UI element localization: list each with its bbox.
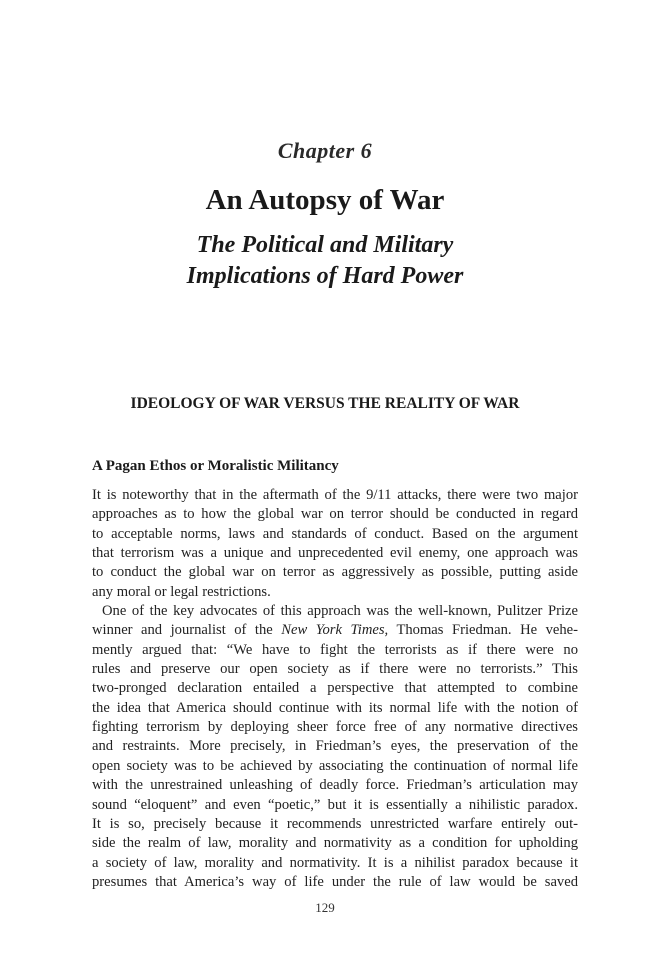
text-line: two-pronged declaration entailed a perspective that attempted to combine: [92, 680, 578, 697]
text-line: that terrorism was a unique and unprecedented evil enemy, one approach was: [92, 545, 578, 562]
text-line: a society of law, morality and normativity. It is a nihilist paradox because it: [92, 854, 578, 871]
text-line: fighting terrorism by deploying sheer force free of any normative directives: [92, 719, 578, 736]
text-line: [92, 621, 578, 640]
text-line: side the realm of law, morality and normativity as a condition for upholding: [92, 835, 578, 852]
text-line: One of the key advocates of this approach was the well-known, Pulitzer Prize: [102, 603, 578, 620]
text-segment: Thomas Friedman. He vehe-: [388, 622, 579, 639]
section-heading: IDEOLOGY OF WAR VERSUS THE REALITY OF WAR: [130, 395, 520, 412]
text-line: with the unrestrained unleashing of deadly force. Friedman’s articulation may: [92, 777, 578, 794]
page-number: 129: [315, 900, 335, 915]
text-segment: winner and journalist of the: [92, 622, 282, 639]
body-text: [92, 486, 578, 892]
text-line: It is so, precisely because it recommends unrestricted warfare entirely out-: [92, 815, 578, 832]
chapter-subtitle: [0, 230, 650, 292]
text-line: to conduct the global war on terror as aggressively as possible, putting aside: [92, 564, 578, 581]
chapter-label: Chapter 6: [277, 138, 373, 163]
text-line: approaches as to how the global war on terror should be conducted in regard: [92, 506, 578, 523]
publication-title: New York Times,: [281, 622, 389, 639]
text-line: sound “eloquent” and even “poetic,” but it is essentially a nihilistic paradox.: [92, 796, 578, 813]
text-line: It is noteworthy that in the aftermath of the 9/11 attacks, there were two major: [92, 487, 578, 503]
text-line: presumes that America’s way of life under the rule of law would be saved: [92, 873, 578, 890]
text-line: to acceptable norms, laws and standards of conduct. Based on the argument: [92, 525, 578, 542]
chapter-subtitle-line: The Political and Military: [196, 232, 454, 258]
text-line: and restraints. More precisely, in Friedman’s eyes, the preservation of the: [92, 738, 578, 755]
text-line: rules and preserve our open society as if there were no terrorists.” This: [92, 661, 578, 678]
subsection-heading: A Pagan Ethos or Moralistic Militancy: [92, 458, 339, 474]
text-line: the idea that America should continue with its normal life with the notion of: [92, 699, 578, 716]
text-line: open society was to be achieved by associating the continuation of normal life: [92, 757, 578, 774]
chapter-subtitle-line: Implications of Hard Power: [186, 263, 464, 289]
chapter-title: An Autopsy of War: [205, 184, 445, 216]
text-line: any moral or legal restrictions.: [92, 583, 271, 600]
text-line: mently argued that: “We have to fight the terrorists as if there were no: [92, 641, 578, 658]
